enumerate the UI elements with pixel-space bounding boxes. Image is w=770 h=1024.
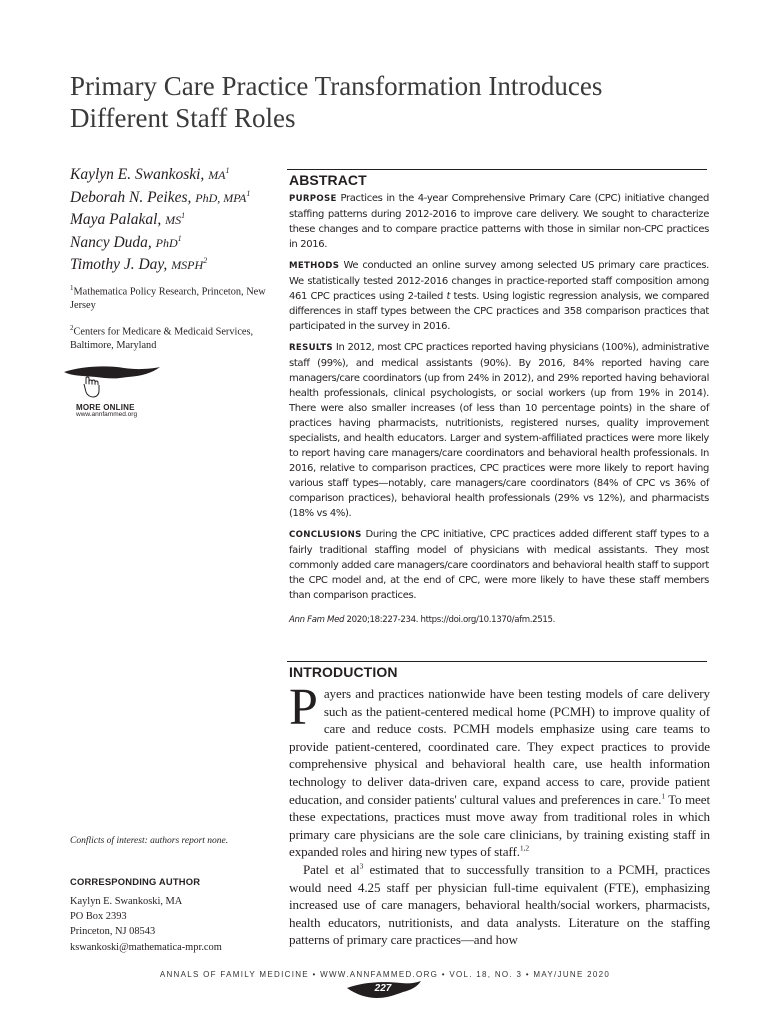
abstract-methods: METHODS We conducted an online survey among selected US primary care practices. We statistically tested 2012-2016 changes in practice-reported staff composition among 461 CPC practices using 2-tailed t tests. Using logistic regression analysis, we compared differences in staff types between the CPC practices and 358 comparison practices that participated in the survey in 2016. [289,260,709,332]
abstract-purpose: PURPOSE Practices in the 4-year Comprehensive Primary Care (CPC) initiative changed staffing patterns during 2012-2016 to improve care delivery. We sought to characterize these changes and to compare practice patterns with those in similar non-CPC practices in 2016. [289,193,709,250]
more-online-badge[interactable] [62,364,172,418]
more-online-label: MORE ONLINE [76,403,135,412]
author-list [70,164,275,353]
page-number: 227 [374,983,392,994]
author: Kaylyn E. Swankoski, $MA^1$ [70,165,230,183]
corresponding-author-email[interactable]: kswankoski@mathematica-mpr.com [70,941,222,953]
pointing-hand-icon [62,364,162,402]
abstract-body [289,191,709,634]
journal-footer: ANNALS OF FAMILY MEDICINE • WWW.ANNFAMMED.ORG • VOL. 18, NO. 3 • MAY/JUNE 2020 [159,970,611,979]
article-title [70,70,710,134]
affiliation: $^2$Centers for Medicare & Medicaid Services, Baltimore, Maryland [70,323,254,352]
title-line: Primary Care Practice Transformation Introduces [70,71,603,101]
corresponding-author-line: Princeton, NJ 08543 [70,926,156,938]
more-online-url[interactable]: www.annfammed.org [76,411,138,418]
conflicts-statement: Conflicts of interest: authors report none. [70,836,229,846]
author: Deborah N. Peikes, PhD, MPA$^1$ [70,188,251,206]
corresponding-author-line: PO Box 2393 [70,911,127,923]
corresponding-author-heading: CORRESPONDING AUTHOR [70,876,201,887]
affiliation: $^1$Mathematica Policy Research, Princeton, New Jersey [70,283,266,311]
abstract-conclusions: CONCLUSIONS During the CPC initiative, CPC practices added different staff types to a fairly traditional staffing model of physicians with medical assistants. They most commonly added care managers/care coordinators and behavioral health staff to support the CPC model and, at the end of CPC, were more likely to have these staff members than comparison practices. [289,529,709,601]
intro-paragraph: Patel et $al^3$ estimated that to successfully transition to a PCMH, practices would need 4.25 staff per physician full-time equivalent (FTE), emphasizing increased use of care managers, behavioral health/social workers, pharmacists, health educators, nutritionists, and data analysts. Literature on the staffing patterns of primary care practices—and how [289,861,711,948]
introduction-body [289,679,711,949]
author: Nancy Duda, PhD$^1$ [70,233,182,251]
drop-cap: P [289,679,318,736]
abstract-results: RESULTS In 2012, most CPC practices reported having physicians (100%), administrative staff (99%), and medical assistants (90%). By 2016, 84% reported having care managers/care coordinators (up from 24% in 2012), and 29% reported having behavioral health professionals, clinical psychologists, or social workers (up from 19% in 2014). There were also smaller increases (of less than 10 percentage points) in the share of practices having pharmacists, nutritionists, registered nurses, quality improvement specialists, and health educators. Larger and system-affiliated practices were more likely to report having care managers/care coordinators and behavioral health professionals. In 2016, relative to comparison practices, CPC practices were more likely to report having various staff types—notably, care managers/care coordinators (84% of CPC vs 36% of comparison practices), behavioral health professionals (29% vs 12%), and pharmacists (18% vs 4%). [289,342,709,519]
corresponding-author-line: Kaylyn E. Swankoski, MA [70,896,183,907]
introduction-heading: INTRODUCTION [289,664,398,680]
author: Timothy J. Day, MSPH$^2$ [70,255,208,273]
introduction-rule [287,661,707,662]
title-line: Different Staff Roles [70,103,296,133]
abstract-heading: ABSTRACT [289,172,367,188]
citation: Ann Fam Med 2020;18:227-234. https://doi.org/10.1370/afm.2515. [289,615,556,625]
corresponding-author [70,876,275,955]
intro-paragraph: Payers and practices nationwide have been testing models of care delivery such as the patient-centered medical home (PCMH) to improve quality of care and reduce costs. PCMH models emphasize using care teams to provide patient-centered, coordinated care. They expect practices to provide comprehensive physical and behavioral health care, use health information technology to deliver data-driven care, expand access to care, provide patient education, and consider patients' cultural values and preferences in care.$^1$ To meet these expectations, practices must move away from traditional roles in which primary care physicians are the sole care clinicians, by training existing staff in expanded roles and hiring new types of staff.$^{1,2}$ [289,679,710,860]
author: Maya Palakal, $MS^1$ [70,210,186,228]
abstract-rule [287,169,707,170]
